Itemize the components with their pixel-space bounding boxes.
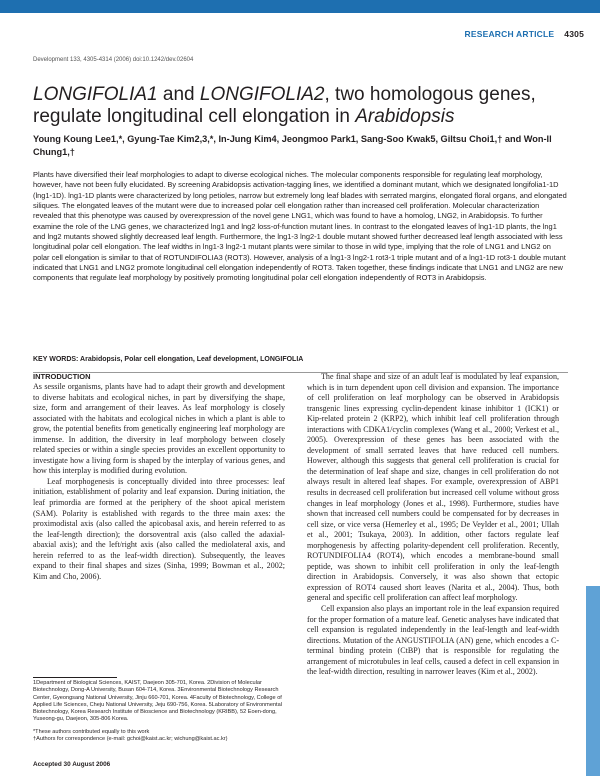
article-title <box>33 84 573 128</box>
running-header <box>465 29 585 39</box>
title-conjunction: and <box>157 84 200 105</box>
intro-paragraph-3: The final shape and size of an adult leaf is modulated by leaf expansion, which is in turn dependent upon cell division and expansion. The importance of cell proliferation on leaf morphology can be observed in Arabidopsis transgenic lines expressing cyclin-dependent kinase inhibitor 1 (ICK1) or Kip-related protein 2 (KRP2), which inhibit leaf cell proliferation through interactions with CDKA1/cyclin complexes (Wang et al., 2000; Verkest et al., 2005). Overexpression of these genes has been associated with the development of small serrated leaves that have reduced cell numbers. However, although this suggests that general cell proliferation is crucial for the determination of leaf shape and size, changes in cell proliferation do not always result in altered leaf shapes. For example, overexpression of ABP1 results in decreased cell proliferation but increased cell volume without gross changes in leaf morphology (Jones et al., 1998). Furthermore, studies have shown that increased cell numbers could be compensated for by decreases in cell size, or vice versa (Hemerley et al., 1995; De Veylder et al., 2001; Ullah et al., 2001; Tsukaya, 2003). In addition, other factors regulate leaf morphogenesis by affecting polarity-dependent cell proliferation. Recently, ROTUNDIFOLIA4 (ROT4), which encodes a membrane-bound small peptide, was shown to inhibit cell proliferation in only the leaf-length direction in Arabidopsis. Conversely, it was also shown that ectopic expression of ROT4 caused short leaves (Narita et al., 2004). Thus, both general and specific cell proliferation can affect leaf morphology. <box>307 372 559 603</box>
correspondence-note: †Authors for correspondence (e-mail: gchoi@kaist.ac.kr; wichung@kaist.ac.kr) <box>33 736 228 743</box>
side-tab <box>586 586 600 776</box>
accepted-date: Accepted 30 August 2006 <box>33 761 111 768</box>
citation: Development 133, 4305-4314 (2006) doi:10.1242/dev.02604 <box>33 57 194 63</box>
title-gene-2: LONGIFOLIA2 <box>199 84 325 105</box>
intro-paragraph-2: Leaf morphogenesis is conceptually divided into three processes: leaf initiation, establishment of polarity and leaf expansion. During initiation, the leaf primordia are formed at the periphery of the shoot apical meristem (SAM). Polarity is established with regards to the three main axes: the proximodistal axis (also called the apicobasal axis, and herein referred to as the leaf-length direction); the dorsoventral axis (also called the adaxial-abaxial axis); and the left/right axis (also called the mediolateral axis, and herein referred to as the leaf-width direction). Subsequently, the leaves expand to their final shapes and sizes (Sinha, 1999; Bowman et al., 2002; Kim and Cho, 2006). <box>33 476 285 581</box>
section-heading: INTRODUCTION <box>33 372 91 381</box>
intro-paragraph-1: As sessile organisms, plants have had to adapt their growth and development to diverse habitats and ecological niches, in part by diversifying the shape, size, form and arrangement of their leaves. As leaf morphology is closely associated with the habitats and ecological niches in which a plant is able to grow, the potential benefits from genetically engineering leaf morphology are immense. In addition, the diversity in leaf morphology between closely related species or within a single species provides an excellent opportunity to investigate how a living form is shaped by the interplay of various genes, and how this interplay is modified during evolution. <box>33 382 285 476</box>
equal-contribution-note: *These authors contributed equally to this work <box>33 728 150 735</box>
intro-paragraph-4: Cell expansion also plays an important role in the leaf expansion required for the proper formation of a mature leaf. Genetic analyses have indicated that cell expansion is regulated independently in the leaf-length and leaf-width directions. Mutation of the ANGUSTIFOLIA (AN) gene, which encodes a C-terminal binding protein (CtBP) that is responsible for regulating the arrangement of microtubules in leaf cells, caused a defect in cell expansion in the leaf-width direction, resulting in narrower leaves (Kim et al., 2002). <box>307 604 559 677</box>
keywords <box>33 356 573 363</box>
section-label: RESEARCH ARTICLE <box>464 29 555 39</box>
right-column <box>307 372 559 678</box>
abstract: Plants have diversified their leaf morphologies to adapt to diverse ecological niches. The molecular components responsible for regulating leaf morphology, however, have not been fully elucidated. By screening Arabidopsis activation-tagging lines, we identified a dominant mutant, which we designated longifolia1-1D (lng1-1D). lng1-1D plants were characterized by long petioles, narrow but extremely long leaf blades with serrated margins, elongated floral organs, and elongated siliques. The elongated leaves of the mutant were due to increased polar cell elongation rather than increased cell proliferation. Molecular characterization revealed that this phenotype was caused by overexpression of the novel gene LNG1, which was found to have a homolog, LNG2, in Arabidopsis. To further examine the role of the LNG genes, we characterized lng1 and lng2 loss-of-function mutant lines. In contrast to the elongated leaves of lng1-1D plants, the lng1 and lng2 mutants showed slightly decreased leaf length. Furthermore, the lng1-3 lng2-1 double mutant showed further decreased leaf length associated with less longitudinal polar cell elongation. The leaf widths in lng1-3 lng2-1 mutant plants were similar to those in wild type, implying that the role of LNG1 and LNG2 on polar cell elongation is similar to that of ROTUNDIFOLIA3 (ROT3). However, analysis of a lng1-3 lng2-1 rot3-1 triple mutant and of a lng1-1D rot3-1 double mutant indicated that LNG1 and LNG2 promote longitudinal cell elongation independently of ROT3. Taken together, these findings indicate that LNG1 and LNG2 are new components that regulate leaf morphology by positively promoting longitudinal polar cell elongation independently of ROT3 in Arabidopsis. <box>33 170 567 283</box>
affiliations: 1Department of Biological Sciences, KAIST, Daejeon 305-701, Korea. 2Division of Molecular Biotechnology, Dong-A University, Busan 604-714, Korea. 3Environmental Biotechnology Research Center, Gyeongsang National University, Jinju 660-701, Korea. 4Faculty of Biotechnology, College of Applied Life Sciences, Cheju National University, Jeju 690-756, Korea. 5Laboratory of Environmental Biotechnology, Korea Research Institute of Bioscience and Biotechnology (KRIBB), 52 Eoen-dong, Yuseong-gu, Daejeon, 305-806 Korea. <box>33 680 282 723</box>
page-number: 4305 <box>564 29 584 39</box>
left-column <box>33 372 285 582</box>
keywords-text: Arabidopsis, Polar cell elongation, Leaf development, LONGIFOLIA <box>78 356 304 363</box>
title-rest: , two homologous genes, regulate longitudinal cell elongation in <box>33 84 536 127</box>
title-organism: Arabidopsis <box>355 106 455 127</box>
title-gene-1: LONGIFOLIA1 <box>33 84 158 105</box>
top-color-bar <box>0 0 600 13</box>
footnote-rule <box>33 677 117 678</box>
author-list: Young Koung Lee1,*, Gyung-Tae Kim2,3,*, In-Jung Kim4, Jeongmoo Park1, Sang-Soo Kwak5, Giltsu Choi1,† and Won-Il Chung1,† <box>33 134 552 157</box>
keywords-label: KEY WORDS: <box>33 356 79 363</box>
side-tab-label: DEVELOPMENT <box>575 594 586 690</box>
footnotes <box>33 680 285 743</box>
